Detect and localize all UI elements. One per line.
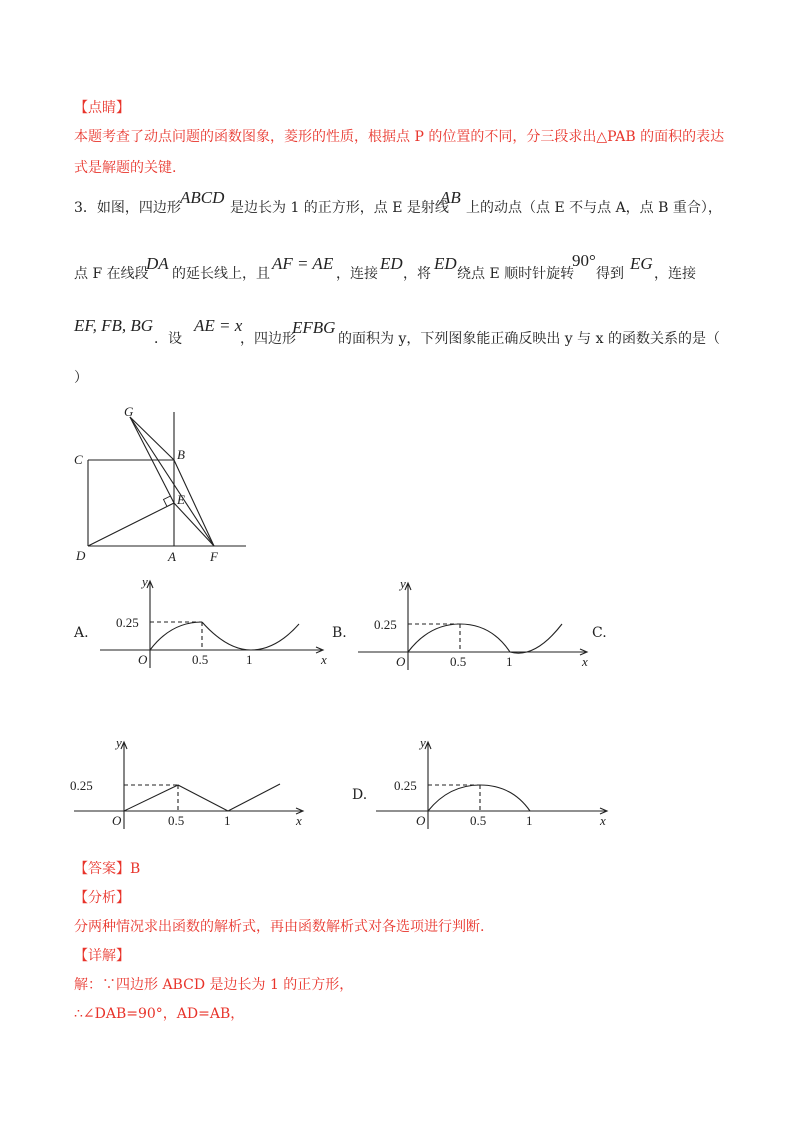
graph-option-d xyxy=(372,735,612,835)
point-label-d: D xyxy=(76,548,86,563)
x-tick-05: 0.5 xyxy=(470,813,487,828)
segment-bg xyxy=(130,417,174,460)
x-tick-1: 1 xyxy=(506,654,513,669)
option-label-b: B. xyxy=(332,625,347,641)
xiangjie-line-2: ∴∠DAB=90°，AD=AB， xyxy=(74,1006,245,1022)
xiangjie-heading: 【详解】 xyxy=(74,948,130,964)
y-tick-025: 0.25 xyxy=(374,617,397,632)
question-text-6: ，将 xyxy=(403,266,431,282)
dianjing-line-1: 本题考查了动点问题的函数图象，菱形的性质，根据点 P 的位置的不同，分三段求出△PAB 的面积的表达 xyxy=(74,129,725,145)
question-text-5: ，连接 xyxy=(336,266,378,282)
point-label-a: A xyxy=(168,549,176,564)
segment-de xyxy=(88,503,174,546)
curve-segment-2 xyxy=(202,622,299,650)
question-text-7: 绕点 E 顺时针旋转 xyxy=(457,266,575,282)
question-text-2: 上的动点（点 E 不与点 A，点 B 重合）， xyxy=(466,200,722,216)
math-ae-x: AE = x xyxy=(194,316,243,335)
question-text-3: 点 F 在线段 xyxy=(74,266,149,282)
segment-ef xyxy=(174,503,214,546)
curve-segment-1 xyxy=(408,624,510,652)
question-text-4: 的延长线上，且 xyxy=(172,266,270,282)
math-ed-2: ED xyxy=(434,254,457,273)
math-da: DA xyxy=(146,254,169,273)
math-eg: EG xyxy=(630,254,653,273)
point-label-c: C xyxy=(74,452,83,467)
question-text-13: ） xyxy=(74,370,88,386)
geometry-figure xyxy=(70,400,260,570)
math-90-degrees: 90° xyxy=(572,251,596,270)
graph-option-b xyxy=(354,574,594,674)
question-number: 3．如图，四边形 xyxy=(74,200,181,216)
xiangjie-line-1: 解：∵四边形 ABCD 是边长为 1 的正方形， xyxy=(74,977,354,993)
x-tick-1: 1 xyxy=(224,813,231,828)
x-tick-1: 1 xyxy=(246,652,253,667)
x-axis-label: x xyxy=(321,652,327,667)
math-abcd: ABCD xyxy=(180,188,225,207)
point-label-b: B xyxy=(177,447,185,462)
math-ef-fb-bg: EF, FB, BG xyxy=(74,316,154,335)
origin-label: O xyxy=(138,652,148,667)
question-text-12: 的面积为 y，下列图象能正确反映出 y 与 x 的函数关系的是（ xyxy=(338,331,720,347)
point-label-g: G xyxy=(124,404,134,419)
question-text-10: ．设 xyxy=(154,331,182,347)
y-axis-label: y xyxy=(142,574,148,589)
math-af-ae: AF = AE xyxy=(272,254,334,273)
point-label-f: F xyxy=(210,549,218,564)
segment-gf xyxy=(130,417,214,546)
x-tick-05: 0.5 xyxy=(192,652,209,667)
answer-heading: 【答案】 xyxy=(74,861,130,877)
x-tick-05: 0.5 xyxy=(450,654,467,669)
math-efbg: EFBG xyxy=(292,318,336,337)
y-axis-label: y xyxy=(420,735,426,750)
arch-curve xyxy=(428,785,530,811)
answer-value: B xyxy=(130,861,141,877)
option-label-c: C. xyxy=(592,625,607,641)
origin-label: O xyxy=(396,654,406,669)
x-axis-label: x xyxy=(582,654,588,669)
question-text-8: 得到 xyxy=(596,266,624,282)
piecewise-linear-curve xyxy=(124,784,280,811)
x-tick-1: 1 xyxy=(526,813,533,828)
y-axis-label: y xyxy=(400,576,406,591)
y-tick-025: 0.25 xyxy=(394,778,417,793)
dianjing-heading: 【点睛】 xyxy=(74,100,130,116)
dianjing-line-2: 式是解题的关键. xyxy=(74,160,177,176)
curve-segment-1 xyxy=(150,622,202,650)
math-ed-1: ED xyxy=(380,254,403,273)
y-tick-025: 0.25 xyxy=(70,778,93,793)
y-tick-025: 0.25 xyxy=(116,615,139,630)
graph-option-a xyxy=(96,572,336,672)
question-text-1: 是边长为 1 的正方形，点 E 是射线 xyxy=(230,200,449,216)
question-text-9: ，连接 xyxy=(654,266,696,282)
option-label-d: D. xyxy=(352,787,368,803)
curve-segment-2 xyxy=(510,624,562,653)
math-ab: AB xyxy=(440,188,461,207)
origin-label: O xyxy=(416,813,426,828)
answer-line xyxy=(74,859,140,879)
origin-label: O xyxy=(112,813,122,828)
fenxi-text: 分两种情况求出函数的解析式，再由函数解析式对各选项进行判断. xyxy=(74,919,485,935)
x-tick-05: 0.5 xyxy=(168,813,185,828)
y-axis-label: y xyxy=(116,735,122,750)
fenxi-heading: 【分析】 xyxy=(74,890,130,906)
x-axis-label: x xyxy=(296,813,302,828)
option-label-a: A. xyxy=(74,625,89,641)
x-axis-label: x xyxy=(600,813,606,828)
question-text-11: ，四边形 xyxy=(240,331,296,347)
graph-option-c xyxy=(70,735,310,835)
point-label-e: E xyxy=(177,492,185,507)
